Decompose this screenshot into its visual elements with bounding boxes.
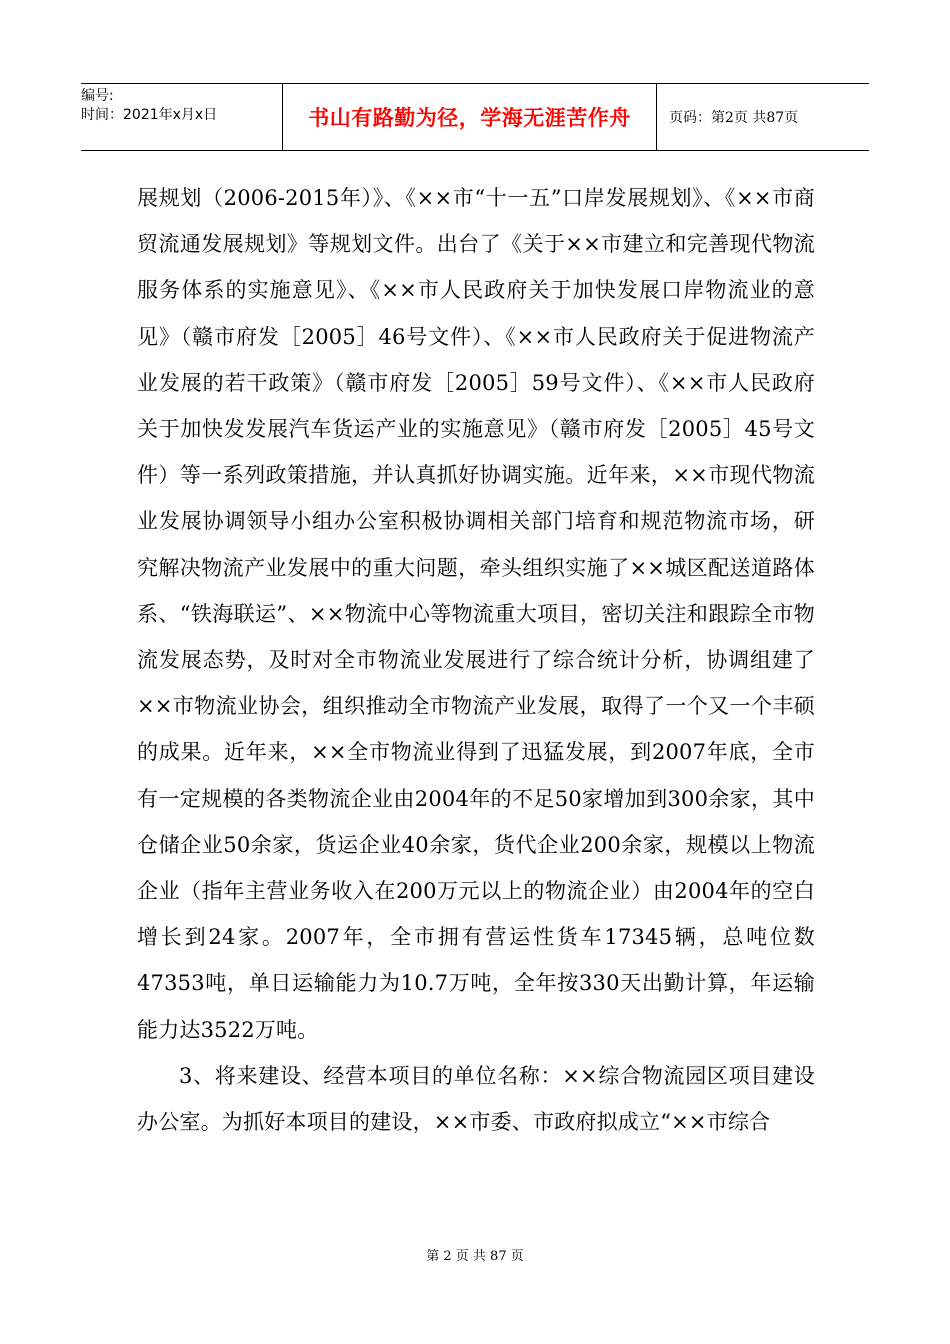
paragraph-continued: 展规划（2006-2015年）》、《××市“十一五”口岸发展规划》、《××市商贸流通发展规划》等规划文件。出台了《关于××市建立和完善现代物流服务体系的实施意见》、《××市人民政府关于加快发展口岸物流业的意见》（赣市府发［2005］46号文件）、《××市人民政府关于促进物流产业发展的若干政策》（赣市府发［2005］59号文件）、《××市人民政府关于加快发发展汽车货运产业的实施意见》（赣市府发［2005］45号文件）等一系列政策措施，并认真抓好协调实施。近年来，××市现代物流业发展协调领导小组办公室积极协调相关部门培育和规范物流市场，研究解决物流产业发展中的重大问题，牵头组织实施了××城区配送道路体系、“铁海联运”、××物流中心等物流重大项目，密切关注和跟踪全市物流发展态势，及时对全市物流业发展进行了综合统计分析，协调组建了××市物流业协会，组织推动全市物流产业发展，取得了一个又一个丰硕的成果。近年来，××全市物流业得到了迅猛发展，到2007年底，全市有一定规模的各类物流企业由2004年的不足50家增加到300余家，其中仓储企业50余家，货运企业40余家，货代企业200余家，规模以上物流企业（指年主营业务收入在200万元以上的物流企业）由2004年的空白增长到24家。2007年，全市拥有营运性货车17345辆，总吨位数47353吨，单日运输能力为10.7万吨，全年按330天出勤计算，年运输能力达3522万吨。 [137,186,815,1042]
header-motto: 书山有路勤为径，学海无涯苦作舟 [282,84,657,150]
paragraph-item-3: 3、将来建设、经营本项目的单位名称：××综合物流园区项目建设办公室。为抓好本项目的建设，××市委、市政府拟成立“××市综合 [137,1063,815,1135]
serial-label: 编号: [81,88,114,104]
document-body [137,175,815,1145]
page-footer: 第 2 页 共 87 页 [426,1249,524,1264]
time-label: 时间：2021年x月x日 [81,107,218,123]
header-page-label: 页码：第2页 共87页 [669,110,799,126]
page-header [81,83,869,151]
header-meta [81,84,282,150]
